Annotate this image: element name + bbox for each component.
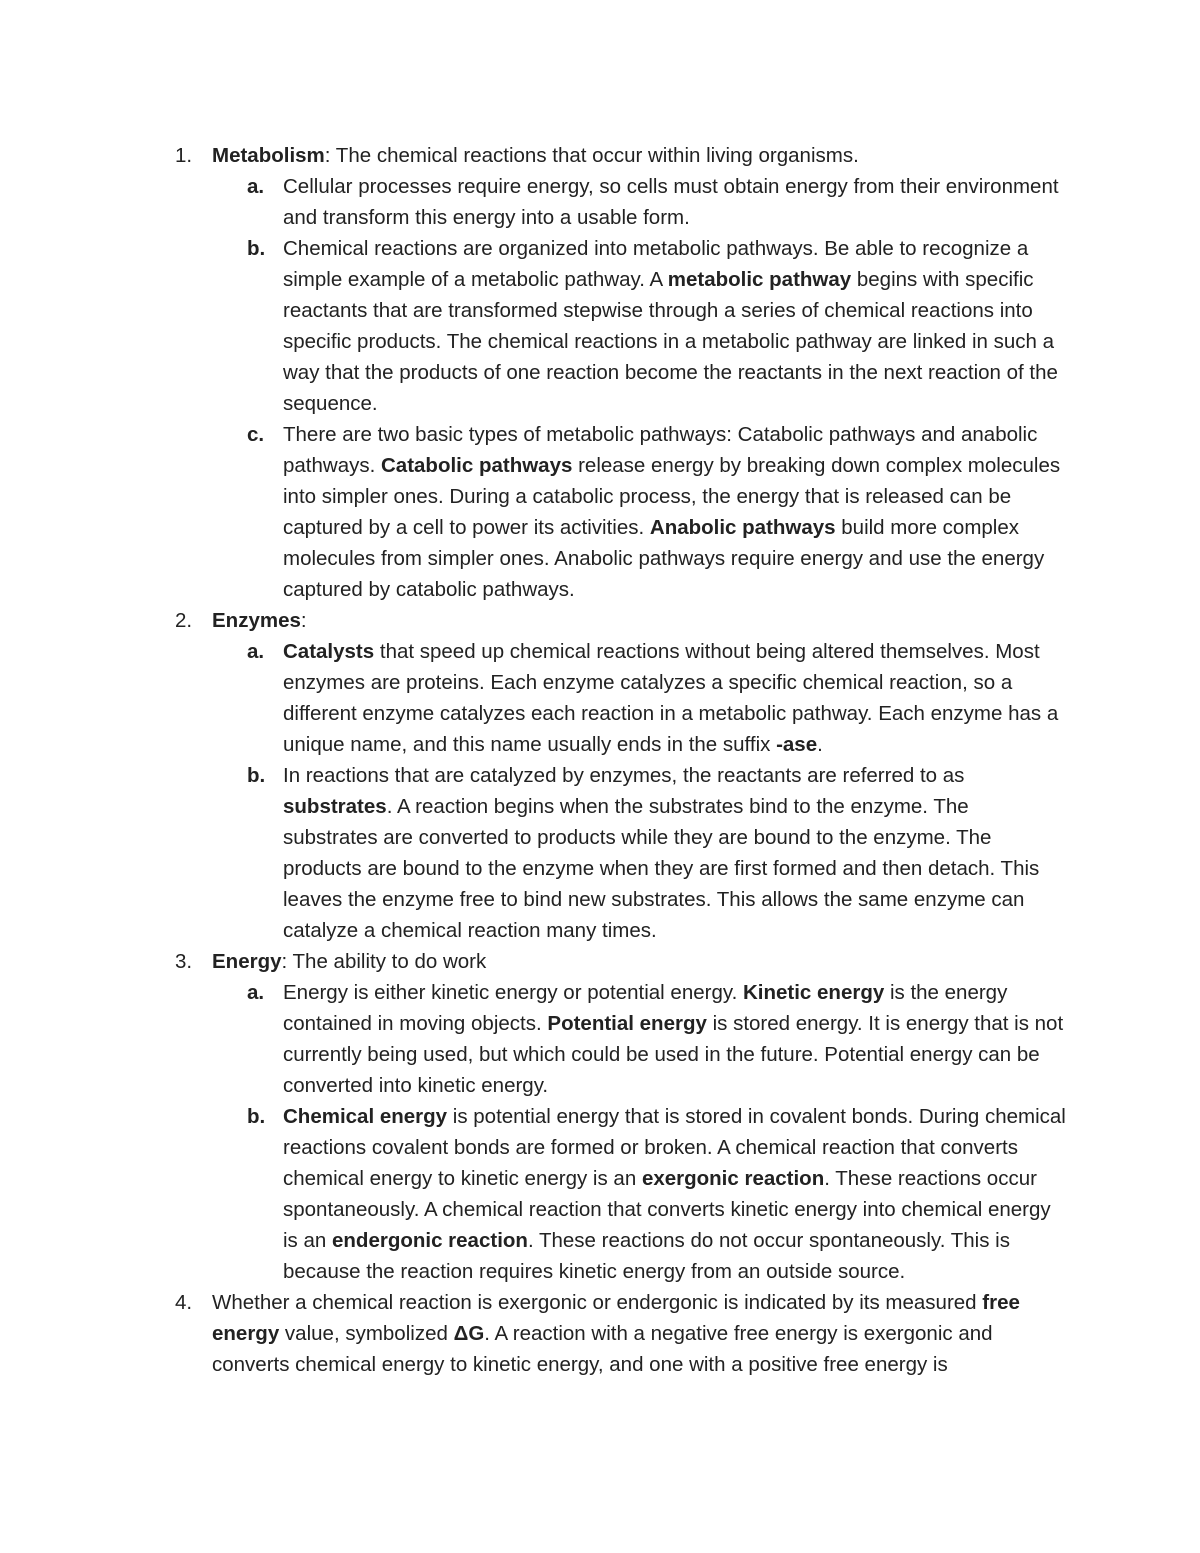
term-free-energy: free energy (212, 1291, 1020, 1345)
subitem-2a (247, 636, 1067, 760)
outline-item-metabolism (0, 140, 1067, 605)
term-ase-suffix: -ase (776, 733, 818, 756)
subitem-text: Energy is either kinetic energy or potential energy. (283, 981, 743, 1004)
outline-item-free-energy (0, 1287, 1067, 1380)
item-text: : The ability to do work (281, 950, 487, 973)
term-kinetic-energy: Kinetic energy (742, 981, 885, 1004)
subitem-1a (247, 171, 1067, 233)
item-number: 4. (175, 1291, 193, 1314)
subitem-text: In reactions that are catalyzed by enzymes, the reactants are referred to as (283, 764, 965, 787)
term-catalysts: Catalysts (283, 640, 375, 663)
subitem-3b (247, 1101, 1067, 1287)
subitem-text: . (817, 733, 823, 756)
subitem-text: is potential energy that is stored in covalent bonds. During chemical reactions covalent bonds are formed or broken. A chemical reaction that converts chemical energy to kinetic energy is an (283, 1105, 1066, 1190)
term-potential-energy: Potential energy (547, 1012, 707, 1035)
term-chemical-energy: Chemical energy (283, 1105, 448, 1128)
subitem-text: is stored energy. It is energy that is not currently being used, but which could be used in the future. Potential energy can be converted into kinetic energy. (283, 1012, 1064, 1097)
item-text: Whether a chemical reaction is exergonic or endergonic is indicated by its measured (212, 1291, 983, 1314)
subitem-letter: a. (247, 175, 265, 198)
term-metabolic-pathway: metabolic pathway (667, 268, 852, 291)
subitem-1c (247, 419, 1067, 605)
item-text: : The chemical reactions that occur within living organisms. (324, 144, 859, 167)
sublist (212, 171, 1067, 605)
subitem-text: . These reactions occur spontaneously. A chemical reaction that converts kinetic energy into chemical energy is an (283, 1167, 1051, 1252)
subitem-text: begins with specific reactants that are transformed stepwise through a series of chemical reactions into specific products. The chemical reactions in a metabolic pathway are linked in such a way that the products of one reaction become the reactants in the next reaction of the sequence. (283, 268, 1058, 415)
subitem-text: . These reactions do not occur spontaneously. This is because the reaction requires kinetic energy from an outside source. (283, 1229, 1010, 1283)
subitem-text: . A reaction begins when the substrates bind to the enzyme. The substrates are converted to products while they are bound to the enzyme. The products are bound to the enzyme when they are first formed and then detach. This leaves the enzyme free to bind new substrates. This allows the same enzyme can catalyze a chemical reaction many times. (283, 795, 1040, 942)
subitem-letter: b. (247, 237, 266, 260)
subitem-letter: b. (247, 764, 266, 787)
subitem-letter: c. (247, 423, 265, 446)
outline-item-energy (0, 946, 1067, 1287)
subitem-letter: a. (247, 640, 265, 663)
term-enzymes: Enzymes (212, 609, 301, 632)
item-text: . A reaction with a negative free energy is exergonic and converts chemical energy to kinetic energy, and one with a positive free energy is (212, 1322, 993, 1376)
sublist (212, 636, 1067, 946)
subitem-text: release energy by breaking down complex molecules into simpler ones. During a catabolic process, the energy that is released can be captured by a cell to power its activities. (283, 454, 1061, 539)
item-number: 1. (175, 144, 193, 167)
term-delta-g: ΔG (453, 1322, 485, 1345)
subitem-2b (247, 760, 1067, 946)
term-anabolic-pathways: Anabolic pathways (649, 516, 836, 539)
subitem-3a (247, 977, 1067, 1101)
term-exergonic-reaction: exergonic reaction (641, 1167, 825, 1190)
item-text: value, symbolized (279, 1322, 454, 1345)
item-number: 3. (175, 950, 193, 973)
subitem-text: is the energy contained in moving objects. (283, 981, 1008, 1035)
subitem-1b (247, 233, 1067, 419)
subitem-text: that speed up chemical reactions without being altered themselves. Most enzymes are proteins. Each enzyme catalyzes a specific chemical reaction, so a different enzyme catalyzes each reaction in a metabolic pathway. Each enzyme has a unique name, and this name usually ends in the suffix (283, 640, 1059, 756)
term-energy: Energy (212, 950, 282, 973)
subitem-text: build more complex molecules from simpler ones. Anabolic pathways require energy and use the energy captured by catabolic pathways. (283, 516, 1045, 601)
item-text: : (300, 609, 307, 632)
term-metabolism: Metabolism (212, 144, 325, 167)
sublist (212, 977, 1067, 1287)
item-number: 2. (175, 609, 193, 632)
outline-list (0, 140, 1200, 1380)
subitem-letter: b. (247, 1105, 266, 1128)
outline-item-enzymes (0, 605, 1067, 946)
subitem-letter: a. (247, 981, 265, 1004)
term-substrates: substrates (283, 795, 387, 818)
subitem-text: Chemical reactions are organized into metabolic pathways. Be able to recognize a simple example of a metabolic pathway. A (283, 237, 1029, 291)
term-endergonic-reaction: endergonic reaction (332, 1229, 528, 1252)
subitem-text: There are two basic types of metabolic pathways: Catabolic pathways and anabolic pathways. (283, 423, 1038, 477)
subitem-text: Cellular processes require energy, so cells must obtain energy from their environment and transform this energy into a usable form. (283, 175, 1059, 229)
term-catabolic-pathways: Catabolic pathways (381, 454, 573, 477)
